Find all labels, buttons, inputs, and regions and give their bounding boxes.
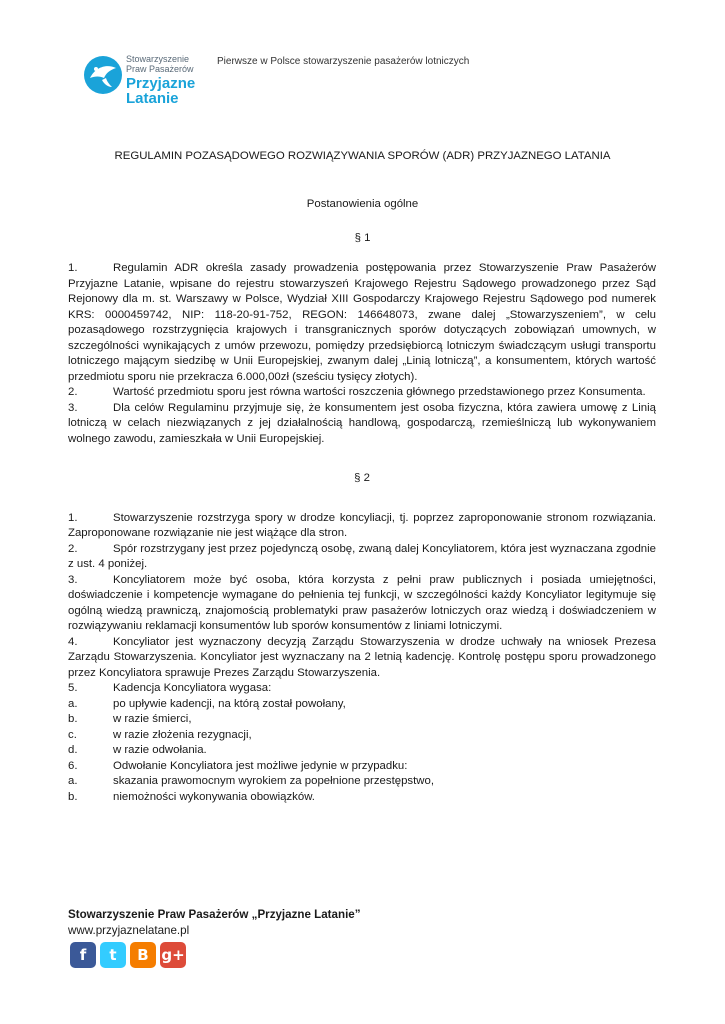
item-text: Dla celów Regulaminu przyjmuje się, że konsumentem jest osoba fizyczna, która zawiera umowę z Linią lotniczą w celach niezwiązanych z jej działalnością handlową, gospodarczą, rzemieślniczą lub wykonywaniem wolnego zawodu, zamieszkała w Unii Europejskiej. — [68, 401, 656, 445]
item-letter: a. — [68, 697, 78, 710]
list-item — [68, 759, 656, 775]
list-item — [68, 774, 656, 790]
item-number: 1. — [68, 511, 78, 524]
item-number: 2. — [68, 542, 78, 555]
list-item — [68, 681, 656, 697]
blogger-icon[interactable]: B — [130, 942, 156, 968]
item-text: w razie śmierci, — [113, 713, 192, 725]
item-letter: d. — [68, 744, 78, 756]
list-item — [68, 385, 656, 401]
item-text: Regulamin ADR określa zasady prowadzenia postępowania przez Stowarzyszenie Praw Pasażerów Przyjazne Latanie, wpisane do rejestru stowarzyszeń Krajowego Rejestru Sądowego prowadzonego przez Sąd Rejonowy dla m. st. Warszawy w Polsce, Wydział XIII Gospodarczy Krajowego Rejestru Sądowego pod numerek KRS: 0000459742, NIP: 118-20-91-752, REGON: 146648073, zwane dalej „Stowarzyszeniem”, w celu pozasądowego rozstrzygnięcia krajowych i transgranicznych sporów dotyczących zobowiązań umownych, w szczególności wynikających z umów przewozu, pomiędzy przedsiębiorcą lotniczym świadczącym usługi transportu lotniczego mającym siedzibę w Unii Europejskiej, zwanym dalej „Linią lotniczą”, a konsumentem, których wartość przedmiotu sporu nie przekracza 6.000,00zł (sześciu tysięcy złotych). — [68, 262, 656, 383]
paragraph-1-list — [68, 261, 656, 447]
list-item — [68, 743, 656, 759]
paragraph-2-list — [68, 511, 656, 806]
item-letter: c. — [68, 728, 77, 741]
logo-text-line3: Przyjazne — [126, 75, 196, 92]
footer-organization-name: Stowarzyszenie Praw Pasażerów „Przyjazne Latanie” — [68, 908, 361, 921]
social-links — [70, 942, 186, 968]
item-number: 5. — [68, 682, 78, 694]
list-item — [68, 728, 656, 744]
list-item — [68, 511, 656, 542]
list-item — [68, 712, 656, 728]
item-number: 2. — [68, 386, 78, 398]
document-body — [68, 261, 656, 805]
list-item — [68, 401, 656, 448]
logo-text-line1: Stowarzyszenie — [126, 54, 190, 64]
list-item — [68, 790, 656, 806]
logo-text-line2: Praw Pasażerów — [126, 64, 194, 74]
item-letter: b. — [68, 790, 78, 803]
item-number: 3. — [68, 401, 78, 414]
item-letter: b. — [68, 713, 78, 725]
item-text: Stowarzyszenie rozstrzyga spory w drodze koncyliacji, tj. poprzez zaproponowanie stronom rozwiązania. Zaproponowane rozwiązanie nie jest wiążące dla stron. — [68, 511, 656, 539]
item-text: Wartość przedmiotu sporu jest równa wartości roszczenia głównego przedstawionego przez Konsumenta. — [113, 386, 646, 398]
organization-logo — [82, 50, 202, 110]
item-text: Spór rozstrzygany jest przez pojedynczą osobę, zwaną dalej Koncyliatorem, która jest wyznaczana zgodnie z ust. 4 poniżej. — [68, 542, 656, 570]
list-item — [68, 635, 656, 682]
header-tagline: Pierwsze w Polsce stowarzyszenie pasażerów lotniczych — [217, 56, 470, 67]
item-number: 1. — [68, 262, 78, 274]
document-title: REGULAMIN POZASĄDOWEGO ROZWIĄZYWANIA SPORÓW (ADR) PRZYJAZNEGO LATANIA — [114, 150, 611, 162]
google-plus-icon[interactable]: g+ — [160, 942, 186, 968]
list-item — [68, 697, 656, 713]
logo-text-line4: Latanie — [126, 90, 179, 107]
paragraph-2-heading: § 2 — [354, 472, 370, 484]
item-text: w razie odwołania. — [113, 744, 207, 756]
item-number: 4. — [68, 635, 78, 648]
item-text: Kadencja Koncyliatora wygasa: — [113, 682, 272, 694]
twitter-icon[interactable]: t — [100, 942, 126, 968]
section-title: Postanowienia ogólne — [306, 198, 419, 210]
footer-website-link[interactable]: www.przyjaznelatane.pl — [68, 924, 190, 937]
item-letter: a. — [68, 775, 78, 787]
list-item — [68, 261, 656, 385]
item-text: skazania prawomocnym wyrokiem za popełnione przestępstwo, — [113, 775, 434, 787]
list-item — [68, 573, 656, 635]
item-text: po upływie kadencji, na którą został powołany, — [113, 697, 346, 710]
item-text: Odwołanie Koncyliatora jest możliwe jedynie w przypadku: — [113, 759, 408, 772]
item-number: 6. — [68, 759, 78, 772]
item-text: Koncyliator jest wyznaczony decyzją Zarządu Stowarzyszenia w drodze uchwały na wniosek Prezesa Zarządu Stowarzyszenia. Koncyliator jest wyznaczany na 2 letnią kadencję. Kontrolę postępu sporu prowadzonego przez Koncyliatora sprawuje Prezes Zarządu Stowarzyszenia. — [68, 635, 656, 679]
item-text: Koncyliatorem może być osoba, która korzysta z pełni praw publicznych i posiada umiejętności, doświadczenie i kompetencje wymagane do pełnienia tej funkcji, w szczególności każdy Koncyliator legitymuje się ogólną wiedzą prawniczą, znajomością problematyki praw pasażerów lotniczych oraz wiedzą i doświadczeniem w rozwiązywaniu reklamacji konsumentów lub sporów konsumentów z liniami lotniczymi. — [68, 573, 656, 632]
item-text: niemożności wykonywania obowiązków. — [113, 790, 315, 803]
facebook-icon[interactable]: f — [70, 942, 96, 968]
bird-logo-icon — [82, 54, 124, 96]
item-number: 3. — [68, 573, 78, 586]
list-item — [68, 542, 656, 573]
item-text: w razie złożenia rezygnacji, — [113, 728, 252, 741]
paragraph-1-heading: § 1 — [354, 232, 371, 244]
